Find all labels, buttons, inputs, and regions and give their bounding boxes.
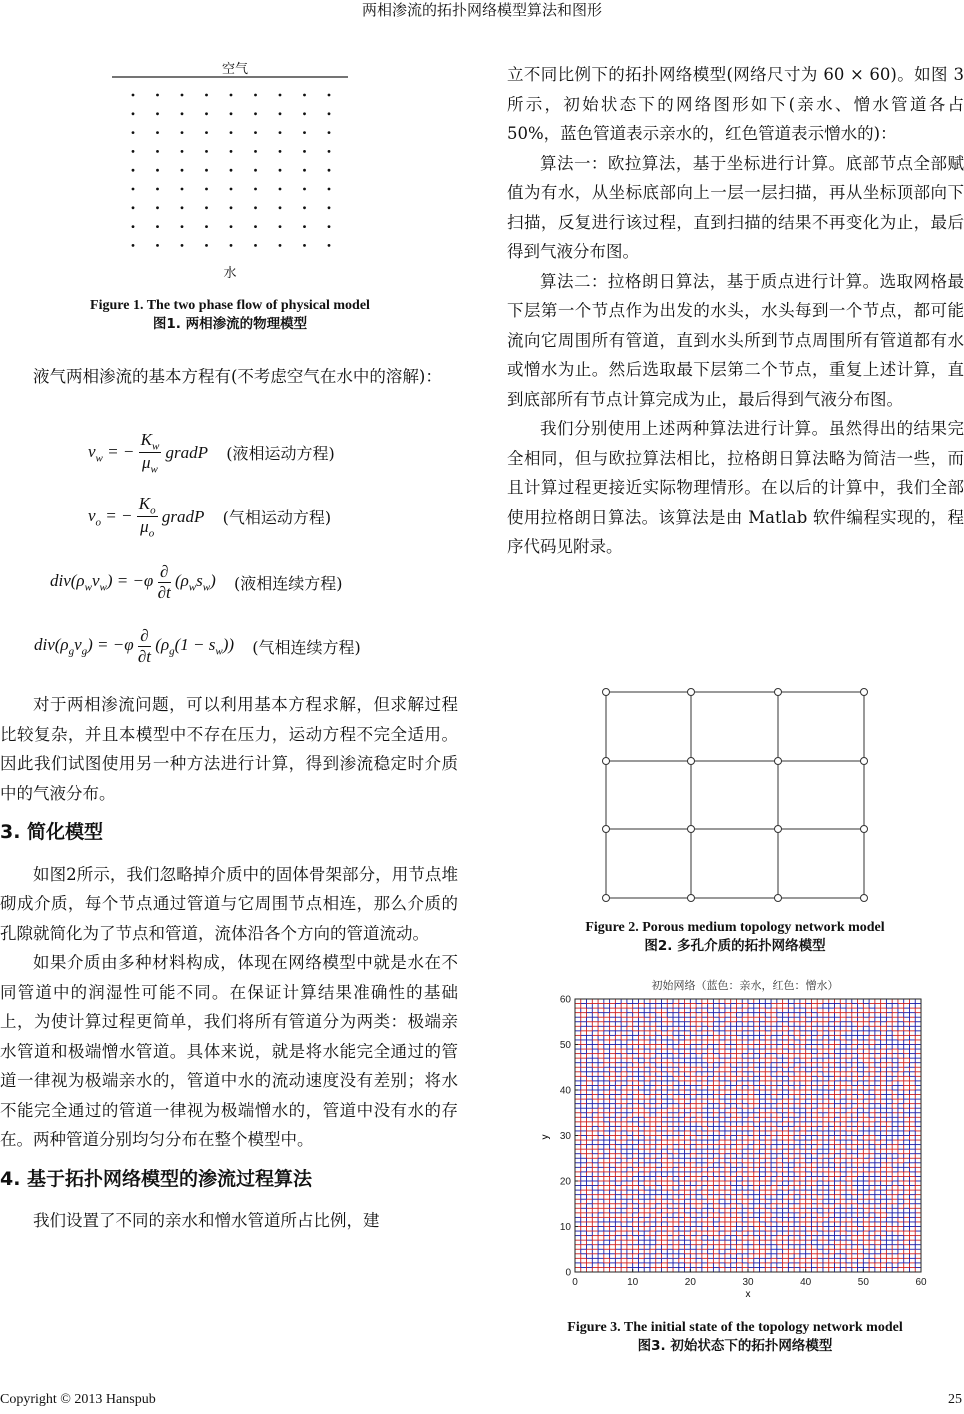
- figure1-dot: [303, 206, 306, 209]
- figure1-dot: [328, 131, 331, 134]
- figure2-node: [861, 758, 868, 765]
- figure1-dot: [328, 225, 331, 228]
- figure1-dot: [254, 188, 257, 191]
- figure1-dot: [328, 169, 331, 172]
- right-paragraph-2: 算法一：欧拉算法，基于坐标进行计算。底部节点全部赋值为有水，从坐标底部向上一层一层扫描，再从坐标顶部向下扫描，反复进行该过程，直到扫描的结果不再变化为止，最后得到气液分布图。: [507, 153, 964, 261]
- right-paragraph-4: 我们分别使用上述两种算法进行计算。虽然得出的结果完全相同，但与欧拉算法相比，拉格朗日算法略为简洁一些，而且计算过程更接近实际物理情形。在以后的计算中，我们全部使用拉格朗日算法。该算法是由 Matlab 软件编程实现的，程序代码见附录。: [507, 419, 964, 556]
- figure1-dot: [328, 244, 331, 247]
- figure1-dot: [181, 169, 184, 172]
- figure1-dot: [181, 112, 184, 115]
- figure1-dot: [132, 94, 135, 97]
- figure1-dot: [328, 94, 331, 97]
- figure1-dot: [132, 150, 135, 153]
- figure1-dot: [181, 131, 184, 134]
- figure2-node: [688, 895, 695, 902]
- equation-liquid-continuity-label: (液相连续方程): [234, 574, 343, 593]
- figure1-dot: [156, 225, 159, 228]
- figure1-dot: [230, 225, 233, 228]
- figure1-dot: [156, 206, 159, 209]
- figure2-node: [861, 826, 868, 833]
- equation-gas-continuity-label: (气相连续方程): [252, 638, 361, 657]
- figure1-dot: [328, 206, 331, 209]
- figure1-dot: [181, 225, 184, 228]
- figure1-label-water: 水: [223, 266, 237, 281]
- figure1-dot-lattice: [132, 94, 331, 247]
- figure1-dot: [254, 112, 257, 115]
- figure1-dot: [132, 131, 135, 134]
- figure2-node: [688, 758, 695, 765]
- figure2-network: [603, 689, 868, 902]
- left-column-body: [0, 690, 458, 1236]
- figure1-dot: [181, 94, 184, 97]
- figure1-dot: [254, 150, 257, 153]
- figure1-dot: [156, 131, 159, 134]
- right-paragraph-1: 立不同比例下的拓扑网络模型(网络尺寸为 60 × 60)。如图 3 所示，初始状态下的网络图形如下(亲水、憎水管道各占 50%，蓝色管道表示亲水的，红色管道表示憎水的)：: [507, 65, 964, 143]
- figure1-dot: [230, 188, 233, 191]
- figure1-dot: [132, 206, 135, 209]
- figure1-dot: [254, 206, 257, 209]
- figure1-dot: [230, 131, 233, 134]
- figure1-dot: [230, 244, 233, 247]
- figure1-dot: [205, 188, 208, 191]
- equation-gas-motion-label: (气相运动方程): [222, 508, 332, 528]
- figure1-dot: [205, 206, 208, 209]
- running-head: 两相渗流的拓扑网络模型算法和图形: [361, 1, 602, 19]
- figure1-dot: [303, 188, 306, 191]
- figure1-dot: [156, 94, 159, 97]
- figure1-dot: [254, 94, 257, 97]
- figure2-node: [603, 689, 610, 696]
- paragraph-3b: 如果介质由多种材料构成，体现在网络模型中就是水在不同管道中的润湿性可能不同。在保证计算结果准确性的基础上，为使计算过程更简单，我们将所有管道分为两类：极端亲水管道和极端憎水管道。具体来说，就是将水能完全通过的管道一律视为极端亲水的，管道中水的流动速度没有差别；将水不能完全通过的管道一律视为极端憎水的，管道中没有水的存在。两种管道分别均匀分布在整个模型中。: [0, 953, 458, 1149]
- figure1-dot: [328, 112, 331, 115]
- equation-gas-motion: $v_o$ = − $\frac{K_o}{\mu_o}$ gradP (气相运动方程): [88, 494, 332, 540]
- figure1-dot: [328, 188, 331, 191]
- figure1-caption-en: Figure 1. The two phase flow of physical model: [90, 298, 370, 313]
- figure1-dot: [303, 244, 306, 247]
- figure2-caption: [530, 918, 940, 956]
- figure1-dot: [181, 244, 184, 247]
- figure1-dot: [254, 131, 257, 134]
- figure1-dot: [303, 225, 306, 228]
- figure1-dot: [132, 188, 135, 191]
- section-heading-3: 3. 简化模型: [0, 821, 104, 843]
- figure2-network-diagram: [596, 686, 876, 906]
- chart-network-lines: [575, 999, 921, 1272]
- figure2-node: [775, 895, 782, 902]
- figure1-dot: [132, 169, 135, 172]
- figure1-dot: [230, 206, 233, 209]
- figure1-dot: [156, 112, 159, 115]
- figure2-node: [775, 758, 782, 765]
- figure1-dot: [303, 94, 306, 97]
- figure2-node: [688, 826, 695, 833]
- figure1-dot: [132, 225, 135, 228]
- figure1-dot: [254, 244, 257, 247]
- figure1-dot: [205, 150, 208, 153]
- figure2-node: [603, 826, 610, 833]
- figure1-dot: [303, 131, 306, 134]
- figure1-dot: [205, 131, 208, 134]
- figure1-dot: [279, 131, 282, 134]
- equation-liquid-motion-label: (液相运动方程): [226, 444, 335, 464]
- figure1-dot: [254, 225, 257, 228]
- figure1-dot: [230, 169, 233, 172]
- figure2-caption-zh: 图2. 多孔介质的拓扑网络模型: [644, 938, 826, 954]
- figure1-dot: [205, 112, 208, 115]
- figure1-dot: [181, 150, 184, 153]
- paragraph-4: 我们设置了不同的亲水和憎水管道所占比例，建: [33, 1211, 380, 1230]
- figure1-dot: [279, 94, 282, 97]
- right-column-body: [507, 60, 964, 562]
- figure1-caption-zh: 图1. 两相渗流的物理模型: [152, 316, 308, 332]
- figure1-dot: [230, 112, 233, 115]
- figure1-diagram: [100, 74, 360, 254]
- figure1-dot: [254, 169, 257, 172]
- figure1-dot: [181, 188, 184, 191]
- figure1-dot: [279, 150, 282, 153]
- figure1-dot: [279, 206, 282, 209]
- paragraph-after-equations: 对于两相渗流问题，可以利用基本方程求解，但求解过程比较复杂，并且本模型中不存在压力，运动方程不完全适用。因此我们试图使用另一种方法进行计算，得到渗流稳定时介质中的气液分布。: [0, 695, 458, 803]
- figure1-dot: [279, 112, 282, 115]
- figure1-dot: [279, 188, 282, 191]
- section-heading-4: 4. 基于拓扑网络模型的渗流过程算法: [0, 1167, 313, 1190]
- figure1-dot: [156, 188, 159, 191]
- figure1-dot: [181, 206, 184, 209]
- figure2-node: [775, 689, 782, 696]
- intro-paragraph: 液气两相渗流的基本方程有(不考虑空气在水中的溶解)：: [33, 367, 442, 386]
- figure2-node: [861, 689, 868, 696]
- figure1-dot: [156, 150, 159, 153]
- equation-liquid-continuity: $div(\rho_wv_w) = -\varphi$ ∂ ∂t $(\rho_ws_w)$ (液相连续方程): [50, 562, 343, 602]
- figure2-caption-en: Figure 2. Porous medium topology network model: [585, 920, 885, 935]
- figure2-node: [688, 689, 695, 696]
- figure3-chart: [530, 974, 950, 1304]
- figure1-dot: [230, 150, 233, 153]
- figure2-node: [861, 895, 868, 902]
- chart-title: 初始网络（蓝色：亲水，红色：憎水）: [651, 979, 839, 992]
- figure1-dot: [205, 244, 208, 247]
- figure1-dot: [303, 112, 306, 115]
- figure1-dot: [328, 150, 331, 153]
- paragraph-3a: 如图2所示，我们忽略掉介质中的固体骨架部分，用节点堆砌成介质，每个节点通过管道与它周围节点相连，那么介质的孔隙就简化为了节点和管道，流体沿各个方向的管道流动。: [0, 864, 458, 943]
- figure1-label-air: 空气: [221, 62, 248, 77]
- equation-gas-continuity: $div(\rho_gv_g) = -\varphi$ ∂ ∂t $(\rho_g(1 - s_w))$ (气相连续方程): [34, 626, 361, 666]
- figure1-dot: [205, 169, 208, 172]
- right-paragraph-3: 算法二：拉格朗日算法，基于质点进行计算。选取网格最下层第一个节点作为出发的水头，水头每到一个节点，都可能流向它周围所有管道，直到水头所到节点周围所有管道都有水或憎水为止。然后选取最下层第二个节点，重复上述计算，直到底部所有节点计算完成为止，最后得到气液分布图。: [507, 271, 964, 409]
- figure1-dot: [205, 225, 208, 228]
- figure2-node: [775, 826, 782, 833]
- figure1-dot: [156, 244, 159, 247]
- figure1-dot: [132, 112, 135, 115]
- figure1-dot: [279, 169, 282, 172]
- figure1-dot: [132, 244, 135, 247]
- figure1-dot: [303, 169, 306, 172]
- figure1-dot: [279, 244, 282, 247]
- left-column-intro: [0, 362, 458, 392]
- figure1-dot: [156, 169, 159, 172]
- figure1-dot: [230, 94, 233, 97]
- figure2-node: [603, 895, 610, 902]
- equation-liquid-motion: $v_w$ = − $\frac{K_w}{\mu_w}$ gradP (液相运动方程): [88, 430, 335, 476]
- figure1-dot: [205, 94, 208, 97]
- figure1-caption: [20, 296, 440, 334]
- figure2-node: [603, 758, 610, 765]
- figure1-dot: [279, 225, 282, 228]
- figure1-dot: [303, 150, 306, 153]
